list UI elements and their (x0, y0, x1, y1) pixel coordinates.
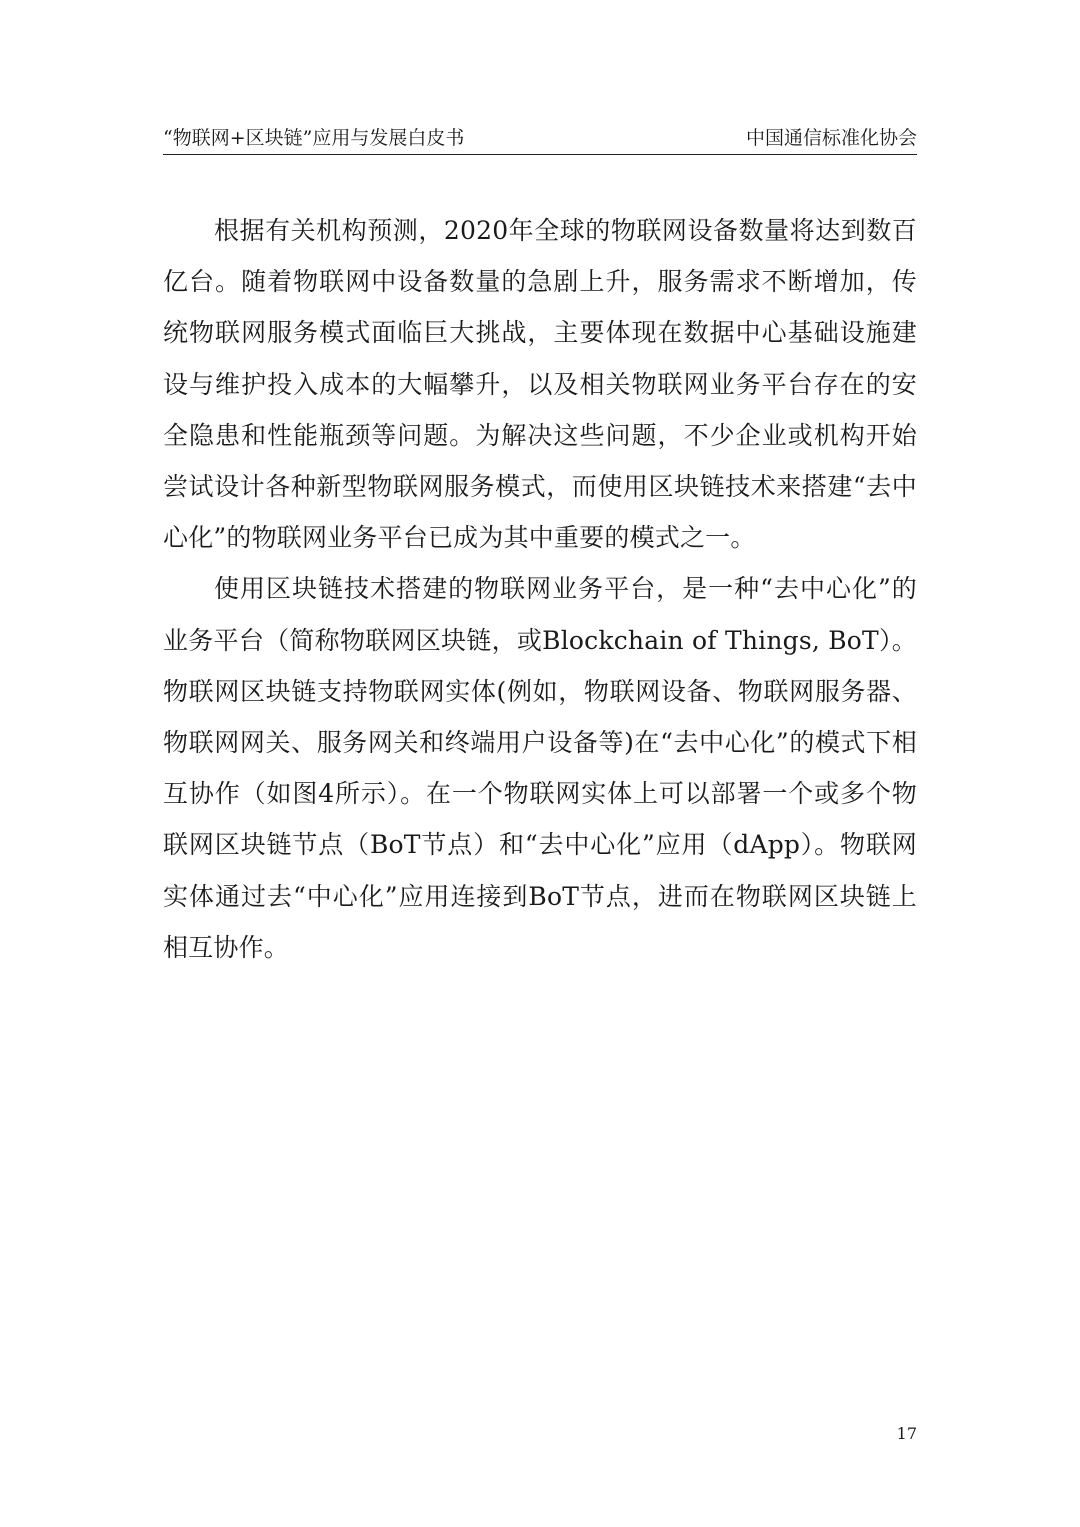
paragraph-iot-device-growth: 根据有关机构预测，2020年全球的物联网设备数量将达到数百亿台。随着物联网中设备数量的急剧上升，服务需求不断增加，传统物联网服务模式面临巨大挑战，主要体现在数据中心基础设施建设与维护投入成本的大幅攀升，以及相关物联网业务平台存在的安全隐患和性能瓶颈等问题。为解决这些问题，不少企业或机构开始尝试设计各种新型物联网服务模式，而使用区块链技术来搭建“去中心化”的物联网业务平台已成为其中重要的模式之一。 (163, 216, 917, 553)
header-divider (163, 154, 917, 155)
page-header (163, 126, 917, 154)
header-document-title: “物联网+区块链”应用与发展白皮书 (163, 127, 465, 149)
paragraph-blockchain-of-things: 使用区块链技术搭建的物联网业务平台，是一种“去中心化”的业务平台（简称物联网区块链，或Blockchain of Things, BoT）。物联网区块链支持物联网实体(例如，物联网设备、物联网服务器、物联网网关、服务网关和终端用户设备等)在“去中心化”的模式下相互协作（如图4所示）。在一个物联网实体上可以部署一个或多个物联网区块链节点（BoT节点）和“去中心化”应用（dApp）。物联网实体通过去“中心化”应用连接到BoT节点，进而在物联网区块链上相互协作。 (163, 574, 917, 962)
page-number: 17 (896, 1424, 917, 1443)
header-organization: 中国通信标准化协会 (745, 127, 917, 149)
body-text (163, 205, 917, 973)
